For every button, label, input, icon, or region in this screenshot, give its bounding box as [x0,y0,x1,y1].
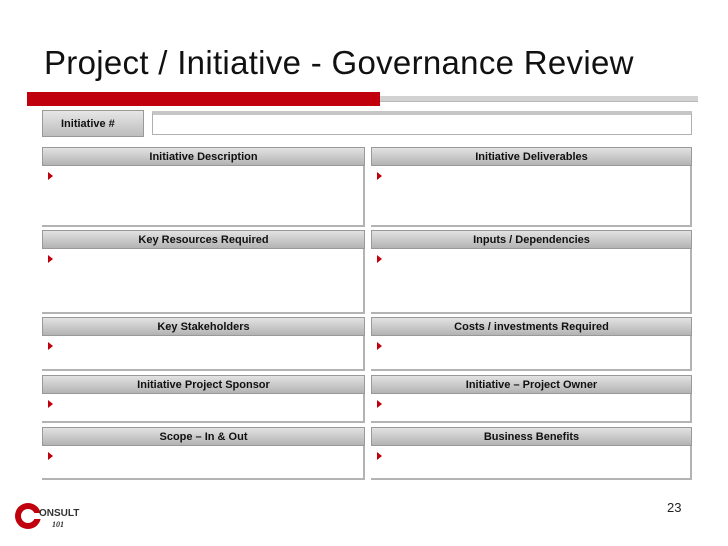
section-header-project-owner: Initiative – Project Owner [371,375,692,394]
section-body-key-stakeholders[interactable] [42,336,365,371]
bullet-arrow-icon [48,255,53,263]
section-body-project-owner[interactable] [371,394,692,423]
section-header-initiative-description: Initiative Description [42,147,365,166]
section-body-business-benefits[interactable] [371,446,692,480]
section-header-key-resources: Key Resources Required [42,230,365,249]
logo-wordmark: ONSULT [39,508,80,519]
slide-title: Project / Initiative - Governance Review [44,44,634,81]
bullet-arrow-icon [377,400,382,408]
bullet-arrow-icon [377,342,382,350]
initiative-number-label: Initiative # [42,110,144,137]
section-body-key-resources[interactable] [42,249,365,314]
consult-logo [14,499,94,533]
section-header-costs-investments: Costs / investments Required [371,317,692,336]
section-body-inputs-dependencies[interactable] [371,249,692,314]
bullet-arrow-icon [48,342,53,350]
title-accent-bar [27,92,380,106]
section-body-scope[interactable] [42,446,365,480]
section-body-initiative-description[interactable] [42,166,365,227]
section-header-project-sponsor: Initiative Project Sponsor [42,375,365,394]
section-header-scope: Scope – In & Out [42,427,365,446]
section-body-costs-investments[interactable] [371,336,692,371]
bullet-arrow-icon [48,400,53,408]
section-header-initiative-deliverables: Initiative Deliverables [371,147,692,166]
section-header-key-stakeholders: Key Stakeholders [42,317,365,336]
section-body-project-sponsor[interactable] [42,394,365,423]
bullet-arrow-icon [377,452,382,460]
logo-subtext: 101 [52,520,64,529]
bullet-arrow-icon [377,172,382,180]
initiative-number-field[interactable] [152,111,692,135]
title-underline [380,96,698,102]
section-body-initiative-deliverables[interactable] [371,166,692,227]
bullet-arrow-icon [48,172,53,180]
page-number: 23 [667,500,682,515]
bullet-arrow-icon [48,452,53,460]
section-header-business-benefits: Business Benefits [371,427,692,446]
bullet-arrow-icon [377,255,382,263]
section-header-inputs-dependencies: Inputs / Dependencies [371,230,692,249]
